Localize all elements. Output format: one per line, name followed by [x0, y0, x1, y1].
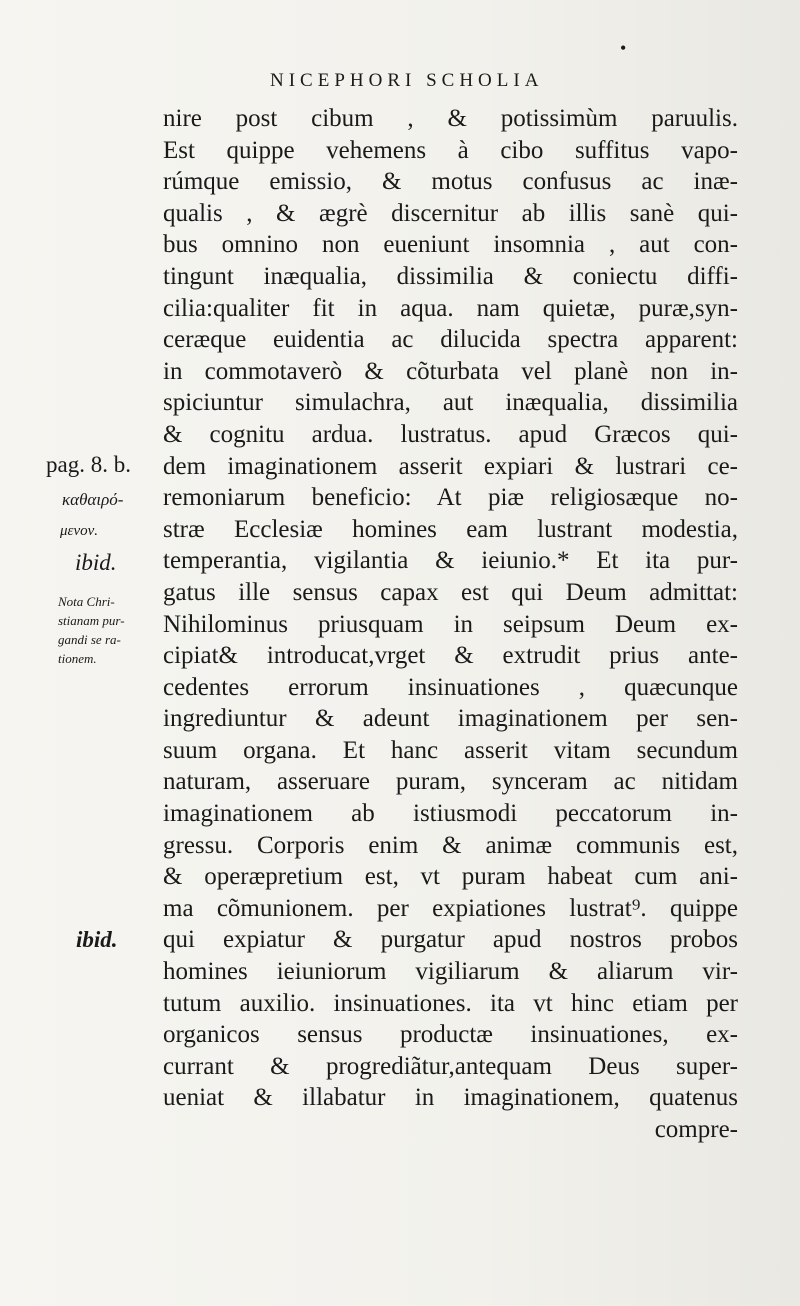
- text-line: suum organa. Et hanc asserit vitam secundum: [163, 736, 738, 764]
- text-line: ceræque euidentia ac dilucida spectra apparent:: [163, 326, 738, 354]
- text-line: cedentes errorum insinuationes , quæcunque: [163, 673, 738, 701]
- margin-ibid-2: ibid.: [76, 927, 118, 952]
- text-line: homines ieiuniorum vigiliarum & aliarum vir-: [163, 958, 738, 986]
- text-line: naturam, asseruare puram, synceram ac nitidam: [163, 768, 738, 796]
- text-line: ma cõmunionem. per expiationes lustrat⁹. quippe: [163, 894, 738, 922]
- margin-page-reference: pag. 8. b.: [46, 452, 131, 477]
- text-line: stræ Ecclesiæ homines eam lustrant modestia,: [163, 515, 738, 543]
- margin-nota: [58, 592, 150, 668]
- margin-nota-line: tionem.: [58, 651, 97, 666]
- text-line: ueniat & illabatur in imaginationem, quatenus: [163, 1084, 738, 1112]
- text-line: in commotaverò & cõturbata vel planè non in-: [163, 357, 738, 385]
- text-line: spiciuntur simulachra, aut inæqualia, dissimilia: [163, 389, 738, 417]
- text-line: organicos sensus productæ insinuationes, ex-: [163, 1021, 738, 1049]
- text-line: imaginationem ab istiusmodi peccatorum in-: [163, 800, 738, 828]
- text-line: nire post cibum , & potissimùm paruulis.: [163, 105, 738, 132]
- text-line: cilia:qualiter fit in aqua. nam quietæ, puræ,syn-: [163, 294, 738, 322]
- margin-ibid-1: ibid.: [75, 550, 117, 575]
- margin-nota-line: Nota Chri-: [58, 594, 115, 609]
- text-line: qui expiatur & purgatur apud nostros probos: [163, 926, 738, 954]
- text-line: qualis , & ægrè discernitur ab illis sanè qui-: [163, 199, 738, 227]
- margin-greek-word-2: μενον.: [60, 523, 99, 539]
- text-line: tingunt inæqualia, dissimilia & coniectu diffi-: [163, 262, 738, 290]
- text-line: Nihilominus priusquam in seipsum Deum ex-: [163, 610, 738, 638]
- text-line: Est quippe vehemens à cibo suffitus vapo-: [163, 136, 738, 164]
- ink-mark: •: [620, 38, 627, 58]
- main-text-block: [163, 103, 738, 1146]
- text-line: & operæpretium est, vt puram habeat cum ani-: [163, 863, 738, 891]
- text-line: & cognitu ardua. lustratus. apud Græcos qui-: [163, 420, 738, 448]
- text-line: cipiat& introducat,vrget & extrudit prius ante-: [163, 642, 738, 670]
- margin-nota-line: stianam pur-: [58, 613, 125, 628]
- text-line: ingrediuntur & adeunt imaginationem per sen-: [163, 705, 738, 733]
- text-line: rúmque emissio, & motus confusus ac inæ-: [163, 168, 738, 196]
- text-line: tutum auxilio. insinuationes. ita vt hinc etiam per: [163, 989, 738, 1017]
- catchword: compre-: [654, 1116, 738, 1143]
- text-line: bus omnino non eueniunt insomnia , aut con-: [163, 231, 738, 259]
- text-line: gatus ille sensus capax est qui Deum admittat:: [163, 578, 738, 606]
- text-line: currant & progrediãtur,antequam Deus super-: [163, 1052, 738, 1080]
- text-line: remoniarum beneficio: At piæ religiosæque no-: [163, 484, 738, 512]
- text-line: dem imaginationem asserit expiari & lustrari ce-: [163, 452, 738, 480]
- running-title: NICEPHORI SCHOLIA: [270, 70, 544, 91]
- text-line: gressu. Corporis enim & animæ communis est,: [163, 831, 738, 859]
- margin-greek-word-1: καθαιρό-: [62, 490, 124, 509]
- margin-nota-line: gandi se ra-: [58, 632, 121, 647]
- text-line: temperantia, vigilantia & ieiunio.* Et ita pur-: [163, 547, 738, 575]
